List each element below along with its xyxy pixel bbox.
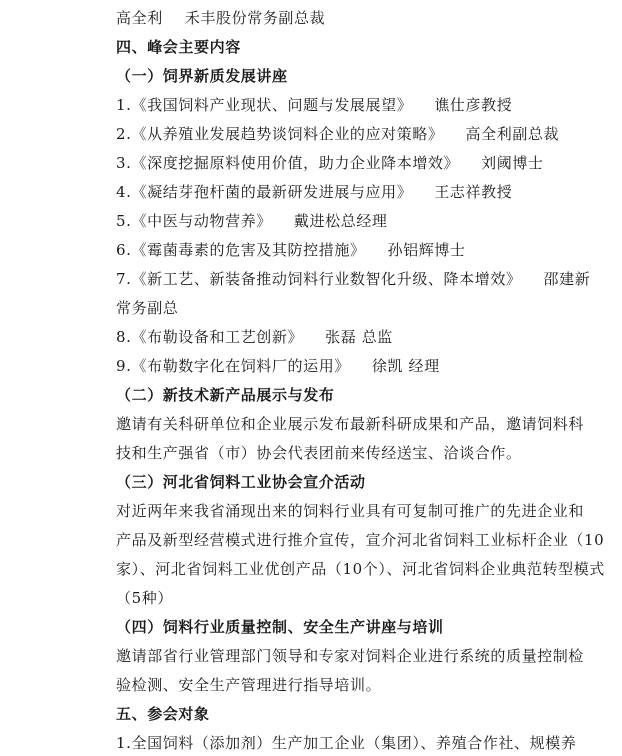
sub2-paragraph-line: 邀请有关科研单位和企业展示发布最新科研成果和产品，邀请饲料科 <box>116 415 585 433</box>
sub3-paragraph-line: （5种） <box>116 589 173 607</box>
lecture-title: 2.《从养殖业发展趋势谈饲料企业的应对策略》 <box>116 125 444 143</box>
lecture-title: 3.《深度挖掘原料使用价值，助力企业降本增效》 <box>116 154 460 172</box>
section5-paragraph-line: 1.全国饲料（添加剂）生产加工企业（集团）、养殖合作社、规模养 <box>116 734 577 752</box>
lecture-speaker: 邵建新 <box>543 270 591 288</box>
lecture-item-7-cont: 常务副总 <box>116 299 179 317</box>
lecture-item-7 <box>116 269 590 289</box>
section5-heading: 五、参会对象 <box>116 705 210 723</box>
lecture-title: 4.《凝结芽孢杆菌的最新研发进展与应用》 <box>116 183 413 201</box>
lecture-speaker: 谯仕彦教授 <box>434 96 513 114</box>
lecture-item-5 <box>116 211 388 231</box>
lecture-item-1 <box>116 95 512 115</box>
lecture-title: 6.《霉菌毒素的危害及其防控措施》 <box>116 241 366 259</box>
section4-heading: 四、峰会主要内容 <box>116 38 241 56</box>
lecture-title: 9.《布勒数字化在饲料厂的运用》 <box>116 357 350 375</box>
lecture-speaker: 刘阈博士 <box>481 154 544 172</box>
lecture-item-4 <box>116 182 512 202</box>
lecture-speaker: 戴进松总经理 <box>293 212 388 230</box>
sub2-paragraph-line: 技和生产强省（市）协会代表团前来传经送宝、洽谈合作。 <box>116 444 522 462</box>
sub4-paragraph-line: 邀请部省行业管理部门领导和专家对饲料企业进行系统的质量控制检 <box>116 647 585 665</box>
sub3-paragraph-line: 对近两年来我省涌现出来的饲料行业具有可复制可推广的先进企业和 <box>116 502 585 520</box>
sub3-paragraph-line: 家）、河北省饲料工业优创产品（10个）、河北省饲料企业典范转型模式 <box>116 560 605 578</box>
sub4-heading: （四）饲料行业质量控制、安全生产讲座与培训 <box>116 618 444 636</box>
intro-title: 禾丰股份常务副总裁 <box>184 9 326 27</box>
lecture-item-9 <box>116 356 440 376</box>
lecture-speaker: 张磊 总监 <box>325 328 393 346</box>
lecture-item-2 <box>116 124 559 144</box>
lecture-speaker: 徐凯 经理 <box>371 357 440 375</box>
sub3-heading: （三）河北省饲料工业协会宣介活动 <box>116 473 366 491</box>
lecture-speaker: 高全利副总裁 <box>465 125 560 143</box>
lecture-speaker: 王志祥教授 <box>434 183 513 201</box>
lecture-speaker: 孙铝辉博士 <box>387 241 466 259</box>
lecture-title: 8.《布勒设备和工艺创新》 <box>116 328 304 346</box>
sub4-paragraph-line: 验检测、安全生产管理进行指导培训。 <box>116 676 382 694</box>
lecture-item-3 <box>116 153 544 173</box>
sub2-heading: （二）新技术新产品展示与发布 <box>116 386 335 404</box>
lecture-title: 5.《中医与动物营养》 <box>116 212 272 230</box>
intro-name: 高全利 <box>116 9 163 27</box>
lecture-item-6 <box>116 240 466 260</box>
lecture-title: 7.《新工艺、新装备推动饲料行业数智化升级、降本增效》 <box>116 270 522 288</box>
sub1-heading: （一）饲界新质发展讲座 <box>116 67 288 85</box>
lecture-title: 1.《我国饲料产业现状、问题与发展展望》 <box>116 96 413 114</box>
intro-line <box>116 8 325 28</box>
sub3-paragraph-line: 产品及新型经营模式进行推介宣传，宣介河北省饲料工业标杆企业（10 <box>116 531 605 549</box>
lecture-item-8 <box>116 327 393 347</box>
